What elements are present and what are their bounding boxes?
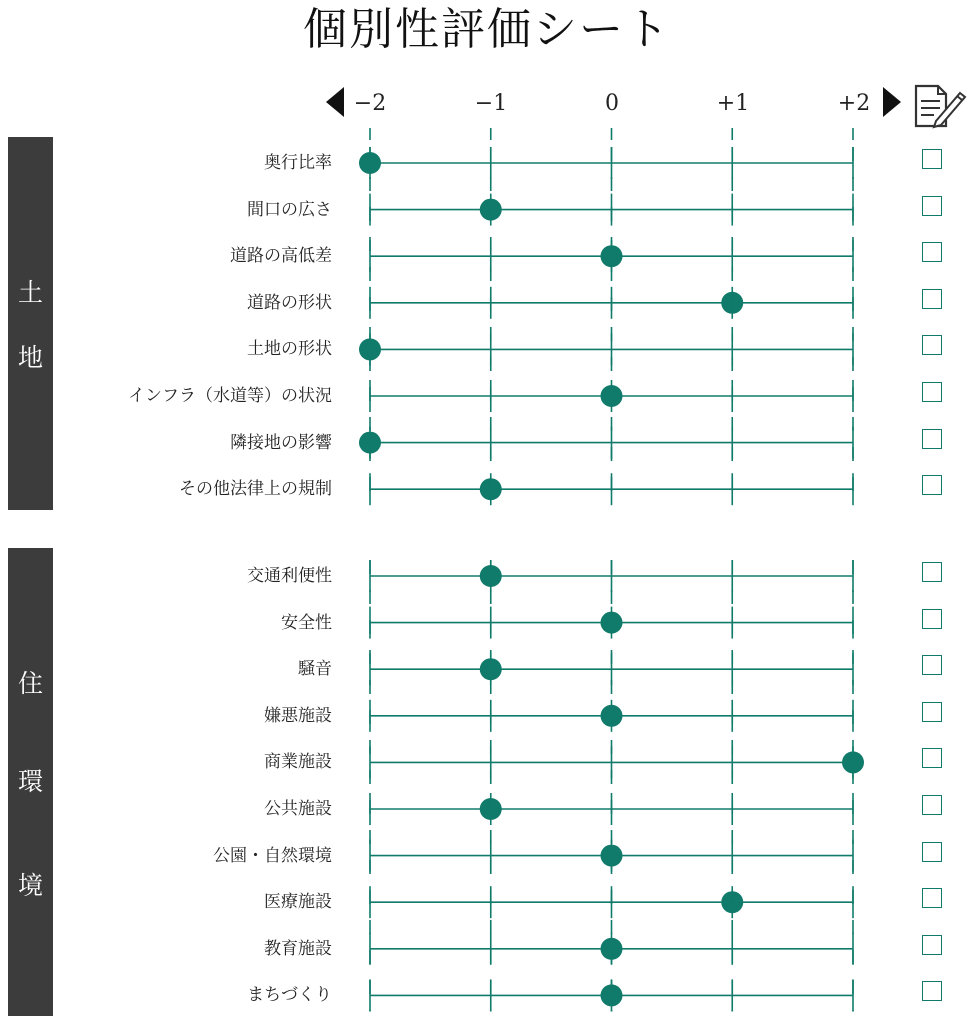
row-label: 土地の形状 [247,339,332,360]
tick-label-minus-1: −1 [474,91,508,116]
tick-label-zero: 0 [605,91,619,116]
row-label: 公園・自然環境 [213,845,332,866]
row-label: 道路の高低差 [230,246,332,267]
row-label: その他法律上の規制 [179,479,332,500]
row-label: 道路の形状 [247,292,332,313]
row-label: 教育施設 [264,938,332,959]
page-title: 個別性評価シート [303,4,671,55]
section-char: 土 [17,278,43,307]
row-label: 嫌悪施設 [264,705,332,726]
tick-label-plus-1: +1 [716,91,750,116]
section-char: 地 [17,343,43,372]
row-label: 騒音 [298,659,332,680]
row-label: 公共施設 [264,799,332,819]
section-char: 境 [17,871,43,900]
section-char: 住 [17,669,43,698]
row-label: インフラ（水道等）の状況 [128,386,332,406]
row-label: 医療施設 [264,892,332,913]
row-label: 奥行比率 [264,153,332,173]
row-label: 交通利便性 [247,566,332,586]
row-label: まちづくり [247,985,332,1006]
row-label: 間口の広さ [247,199,332,220]
row-label: 隣接地の影響 [230,432,332,453]
row-label: 安全性 [281,612,332,633]
tick-label-minus-2: −2 [353,91,387,116]
section-char: 環 [17,767,43,796]
tick-label-plus-2: +2 [837,91,871,116]
row-label: 商業施設 [264,752,332,773]
